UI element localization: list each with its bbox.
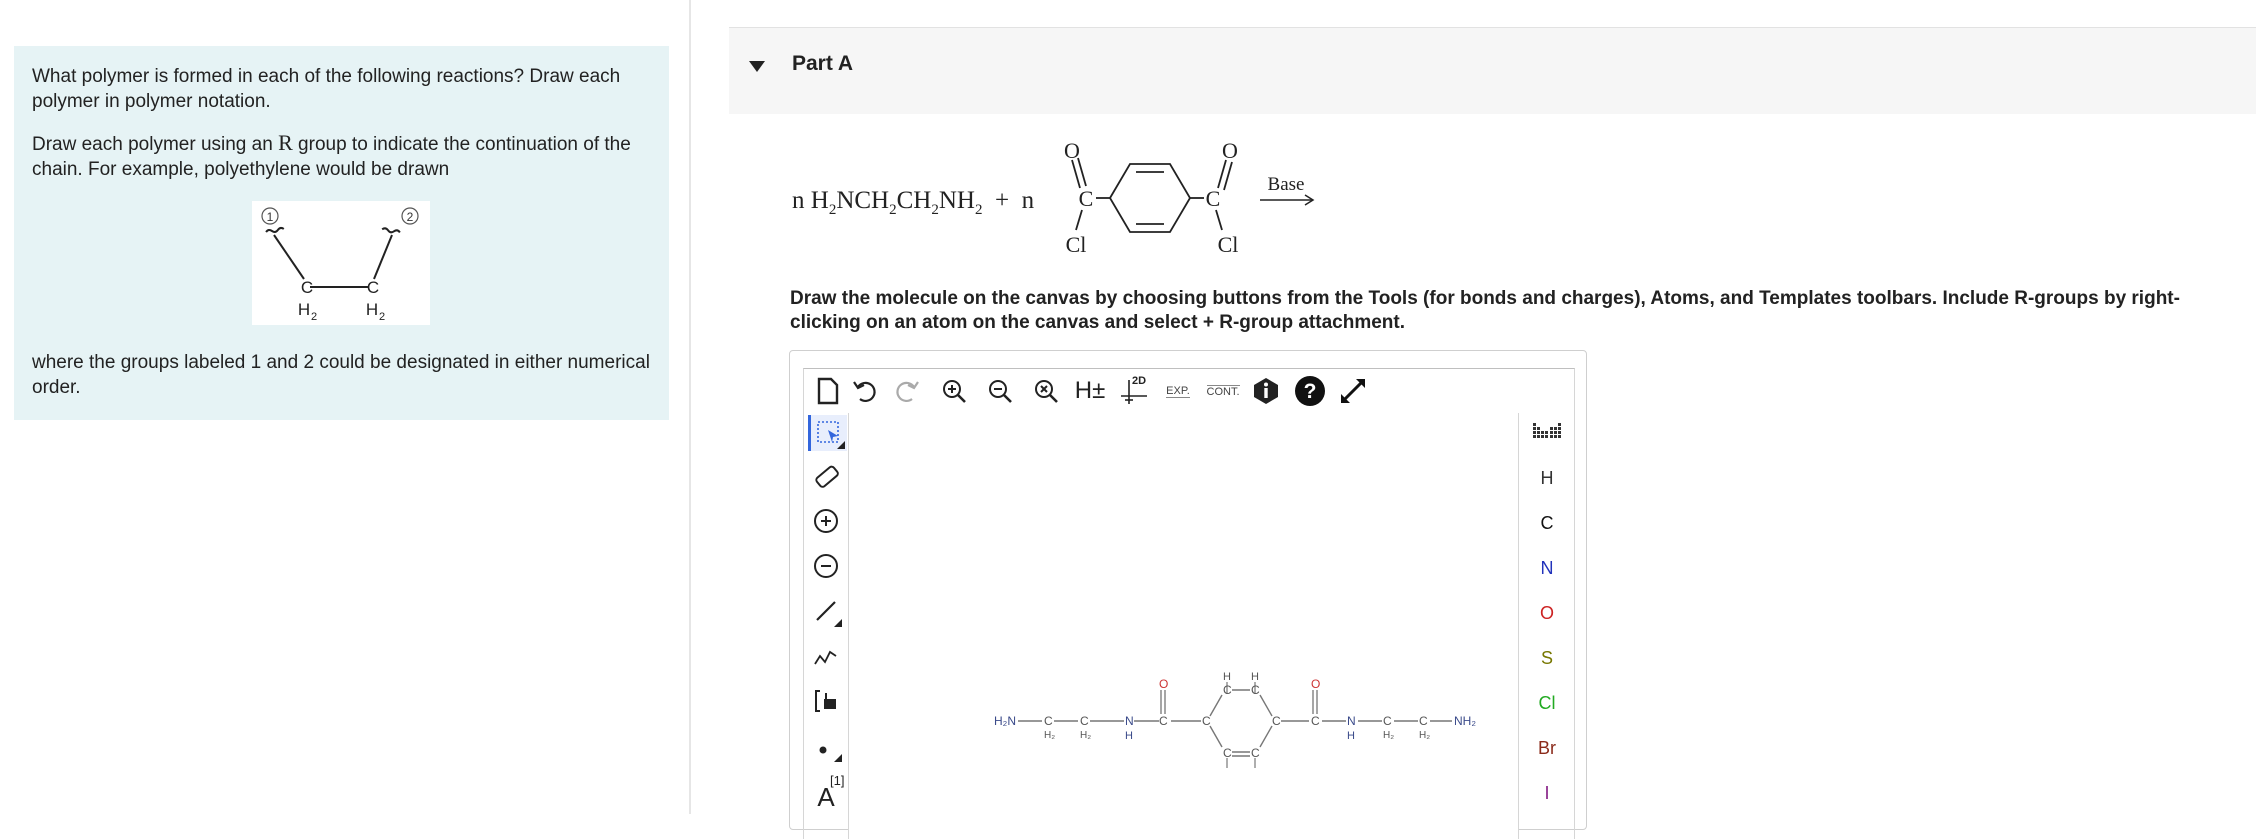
zoom-reset-button[interactable] <box>1030 373 1062 409</box>
zoom-in-button[interactable] <box>938 373 970 409</box>
fullscreen-arrows-icon <box>1338 376 1368 406</box>
group-label-2: 2 <box>406 210 414 224</box>
atom-button-h[interactable] <box>1519 468 1575 489</box>
atom-symbol: Br <box>1538 738 1556 758</box>
redo-icon <box>895 378 921 404</box>
carbon-label: C <box>366 278 380 297</box>
periodic-table-icon <box>1532 421 1562 439</box>
formula-part: NH <box>938 187 975 214</box>
chlorine-label: Cl <box>1065 232 1087 257</box>
svg-text:?: ? <box>1303 380 1317 403</box>
negative-charge-tool[interactable] <box>808 548 844 584</box>
submenu-arrow-icon <box>837 441 845 449</box>
carbon-label: C <box>1078 186 1094 211</box>
instruction-text-part: Draw each polymer using an <box>32 134 279 155</box>
hydrogen-label: H <box>365 300 379 319</box>
charge-label: [1] <box>830 773 845 788</box>
carbon-atom: C <box>1251 746 1260 760</box>
bracket-icon <box>812 687 840 715</box>
formula-part: NCH <box>836 187 890 214</box>
oxygen-label: O <box>1222 138 1238 163</box>
carbon-atom: C <box>1223 683 1232 697</box>
atom-symbol: O <box>1539 603 1554 623</box>
new-document-icon <box>816 377 840 405</box>
atom-symbol: I <box>1544 783 1550 803</box>
drawing-canvas[interactable] <box>849 413 1518 839</box>
periodic-table-button[interactable] <box>1519 421 1575 444</box>
help-button[interactable] <box>1294 373 1326 409</box>
reaction-equation <box>790 128 1390 268</box>
bracket-tool[interactable] <box>808 683 844 719</box>
h2-label: H₂ <box>1419 730 1431 741</box>
carbon-label: C <box>300 278 314 297</box>
part-a-header[interactable] <box>729 27 2256 114</box>
plus-sign: + <box>994 187 1010 214</box>
help-question-icon <box>1294 375 1326 407</box>
formula-subscript: 2 <box>974 202 983 218</box>
eraser-tool[interactable] <box>808 459 844 495</box>
text-a-icon: A <box>817 781 835 812</box>
question-footnote: where the groups labeled 1 and 2 could be designated in either numerical order. <box>32 352 650 398</box>
carbon-atom: C <box>1272 714 1281 728</box>
expand-label: EXP. <box>1166 384 1190 397</box>
nitrogen-atom: N <box>1347 714 1356 728</box>
chain-zigzag-icon <box>812 642 840 670</box>
amine-group-label: NH₂ <box>1454 714 1476 728</box>
nitrogen-atom: N <box>1125 714 1134 728</box>
part-title: Part A <box>792 52 854 75</box>
carbon-atom: C <box>1044 714 1053 728</box>
drawing-instructions: Draw the molecule on the canvas by choosing buttons from the Tools (for bonds and charges), Atoms, and Templates toolbars. Include R-groups by right-clicking on an atom on the canvas and select + R-group attachment. <box>790 288 2180 333</box>
oxygen-atom: O <box>1311 677 1321 691</box>
carbon-atom: C <box>1251 683 1260 697</box>
chain-tool[interactable] <box>808 638 844 674</box>
contract-button[interactable] <box>1202 373 1244 409</box>
atom-button-s[interactable] <box>1519 648 1575 669</box>
zoom-out-icon <box>986 377 1014 405</box>
plus-circle-icon <box>812 507 840 535</box>
carbon-atom: C <box>1080 714 1089 728</box>
carbon-atom: C <box>1202 714 1211 728</box>
atoms-toolbar <box>1518 413 1575 839</box>
submenu-arrow-icon <box>834 619 842 627</box>
minus-circle-icon <box>812 552 840 580</box>
formula-subscript: 2 <box>931 202 939 218</box>
panel-divider <box>689 0 691 814</box>
atom-symbol: C <box>1540 513 1554 533</box>
oxygen-label: O <box>1064 138 1080 163</box>
atom-button-i[interactable] <box>1519 783 1575 804</box>
atom-symbol: H <box>1540 468 1554 488</box>
info-button[interactable] <box>1250 373 1282 409</box>
atom-symbol: N <box>1540 558 1554 578</box>
formula-part: H <box>810 187 829 214</box>
atom-button-c[interactable] <box>1519 513 1575 534</box>
redo-button[interactable] <box>892 373 924 409</box>
carbon-atom: C <box>1311 714 1320 728</box>
question-panel <box>14 46 669 420</box>
zoom-reset-icon <box>1032 377 1060 405</box>
question-text: What polymer is formed in each of the following reactions? Draw each polymer in polymer notation. <box>32 66 621 112</box>
chlorine-label: Cl <box>1217 232 1239 257</box>
single-bond-tool[interactable] <box>808 593 844 629</box>
formula-subscript: 2 <box>828 202 837 218</box>
reactant-diamine <box>792 187 1034 219</box>
formula-part: CH <box>896 187 932 214</box>
select-tool[interactable] <box>808 415 847 451</box>
submenu-arrow-icon <box>834 754 842 762</box>
instruction-text-part: group to indicate the continuation of the chain. For example, polyethylene would be drawn <box>32 134 631 180</box>
radical-tool[interactable] <box>808 728 844 764</box>
atom-button-br[interactable] <box>1519 738 1575 759</box>
h2-label: H₂ <box>1383 730 1395 741</box>
carbon-label: C <box>1205 186 1221 211</box>
expand-button[interactable] <box>1160 373 1196 409</box>
r-group-symbol: R <box>278 130 293 155</box>
hydrogen-toggle-button[interactable]: H± <box>1074 377 1106 404</box>
molecule-editor <box>789 350 1587 830</box>
carbon-atom: C <box>1223 746 1232 760</box>
info-hexagon-icon <box>1253 377 1279 405</box>
clean-2d-label: 2D <box>1132 375 1147 387</box>
group-label-1: 1 <box>266 210 274 224</box>
reaction-condition: Base <box>1267 174 1305 195</box>
coefficient-n: n <box>792 187 805 214</box>
fullscreen-button[interactable] <box>1336 373 1370 409</box>
h2-label: H₂ <box>1080 730 1092 741</box>
atom-button-n[interactable] <box>1519 558 1575 579</box>
undo-icon <box>851 378 877 404</box>
collapse-caret-icon[interactable] <box>749 61 765 72</box>
clean-2d-button[interactable] <box>1116 373 1152 409</box>
new-document-button[interactable] <box>812 373 844 409</box>
hydrogen-label: H <box>297 300 311 319</box>
polyethylene-figure <box>252 201 430 325</box>
hydrogen-atom: H <box>1347 730 1355 742</box>
hydrogen-atom: H <box>1223 671 1231 683</box>
oxygen-atom: O <box>1159 677 1169 691</box>
atom-button-o[interactable] <box>1519 603 1575 624</box>
terephthaloyl-chloride-structure <box>1050 128 1390 268</box>
zoom-in-icon <box>940 377 968 405</box>
amine-group-label: H₂N <box>994 714 1016 728</box>
tools-toolbar <box>804 413 849 839</box>
carbon-atom: C <box>1383 714 1392 728</box>
carbon-atom: C <box>1419 714 1428 728</box>
formula-subscript: 2 <box>889 202 897 218</box>
undo-button[interactable] <box>848 373 880 409</box>
subscript-2: 2 <box>378 311 386 323</box>
atom-symbol: Cl <box>1538 693 1556 713</box>
subscript-2: 2 <box>310 311 318 323</box>
hydrogen-atom: H <box>1251 671 1259 683</box>
atom-label-tool[interactable] <box>808 773 845 812</box>
carbon-atom: C <box>1159 714 1168 728</box>
atom-symbol: S <box>1540 648 1553 668</box>
hydrogen-atom: H <box>1125 730 1133 742</box>
positive-charge-tool[interactable] <box>808 503 844 539</box>
drawn-molecule <box>994 668 1494 768</box>
coefficient-n: n <box>1021 187 1035 214</box>
eraser-icon <box>812 463 840 491</box>
instruction-text <box>32 130 651 182</box>
h2-label: H₂ <box>1044 730 1056 741</box>
editor-frame <box>803 368 1575 839</box>
atom-button-cl[interactable] <box>1519 693 1575 714</box>
contract-label: CONT. <box>1206 385 1240 398</box>
top-toolbar <box>804 369 1574 413</box>
zoom-out-button[interactable] <box>984 373 1016 409</box>
